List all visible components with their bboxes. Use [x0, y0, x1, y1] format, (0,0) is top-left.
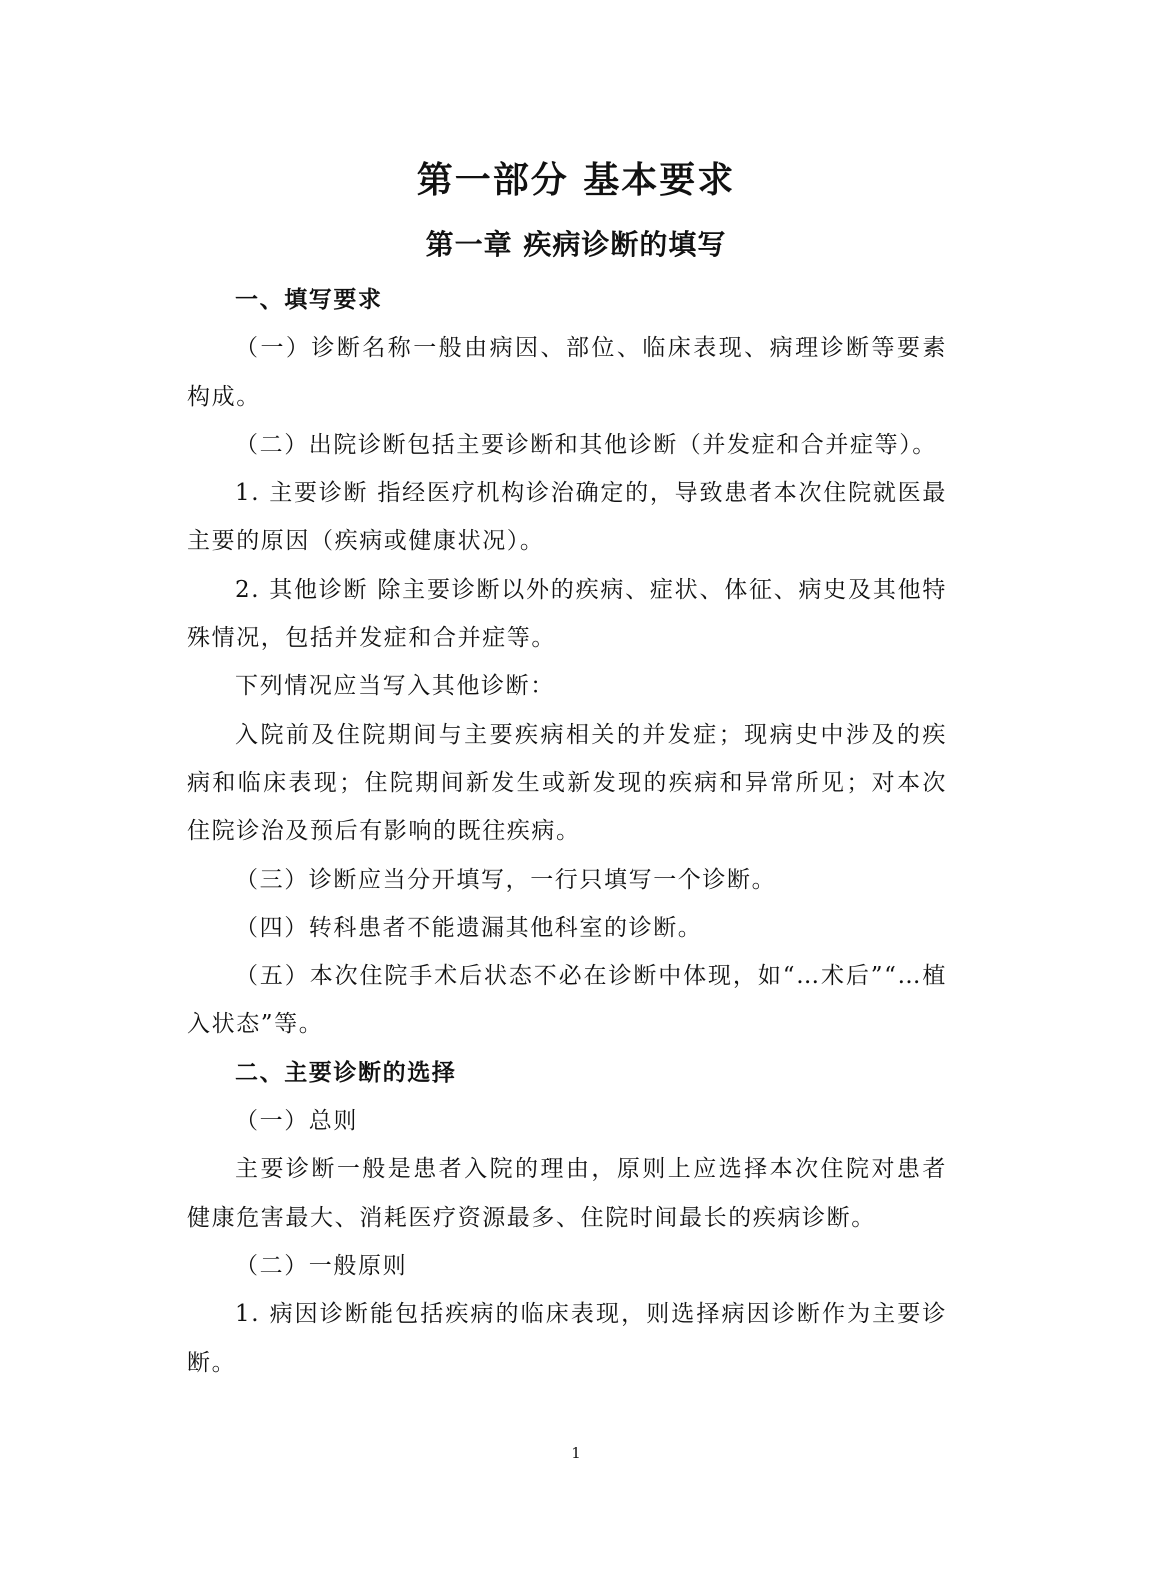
part-title: 第一部分 基本要求 [416, 160, 736, 201]
paragraph: （一）诊断名称一般由病因、部位、临床表现、病理诊断等要素构成。 [187, 335, 947, 410]
paragraph: 1. 主要诊断 指经医疗机构诊治确定的，导致患者本次住院就医最主要的原因（疾病或健康状况）。 [187, 480, 947, 555]
paragraph: 2. 其他诊断 除主要诊断以外的疾病、症状、体征、病史及其他特殊情况，包括并发症和合并症等。 [187, 576, 947, 652]
paragraph: （三）诊断应当分开填写，一行只填写一个诊断。 [235, 866, 777, 893]
section-heading: 一、填写要求 [235, 287, 383, 313]
paragraph: （二）一般原则 [235, 1252, 408, 1279]
paragraph: （四）转科患者不能遗漏其他科室的诊断。 [235, 914, 703, 941]
paragraph: 主要诊断一般是患者入院的理由，原则上应选择本次住院对患者健康危害最大、消耗医疗资源最多、住院时间最长的疾病诊断。 [187, 1156, 947, 1231]
paragraph: 1. 病因诊断能包括疾病的临床表现，则选择病因诊断作为主要诊断。 [187, 1301, 947, 1376]
paragraph: （五）本次住院手术后状态不必在诊断中体现，如“…术后”“…植入状态”等。 [187, 963, 947, 1038]
paragraph: （二）出院诊断包括主要诊断和其他诊断（并发症和合并症等）。 [235, 431, 937, 458]
page-number: 1 [571, 1444, 581, 1462]
chapter-title: 第一章 疾病诊断的填写 [425, 228, 727, 261]
document-body [187, 276, 947, 1387]
paragraph: （一）总则 [235, 1108, 358, 1135]
paragraph: 下列情况应当写入其他诊断： [235, 673, 555, 700]
section-heading: 二、主要诊断的选择 [235, 1059, 457, 1086]
paragraph: 入院前及住院期间与主要疾病相关的并发症；现病史中涉及的疾病和临床表现；住院期间新发生或新发现的疾病和异常所见；对本次住院诊治及预后有影响的既往疾病。 [187, 721, 947, 845]
